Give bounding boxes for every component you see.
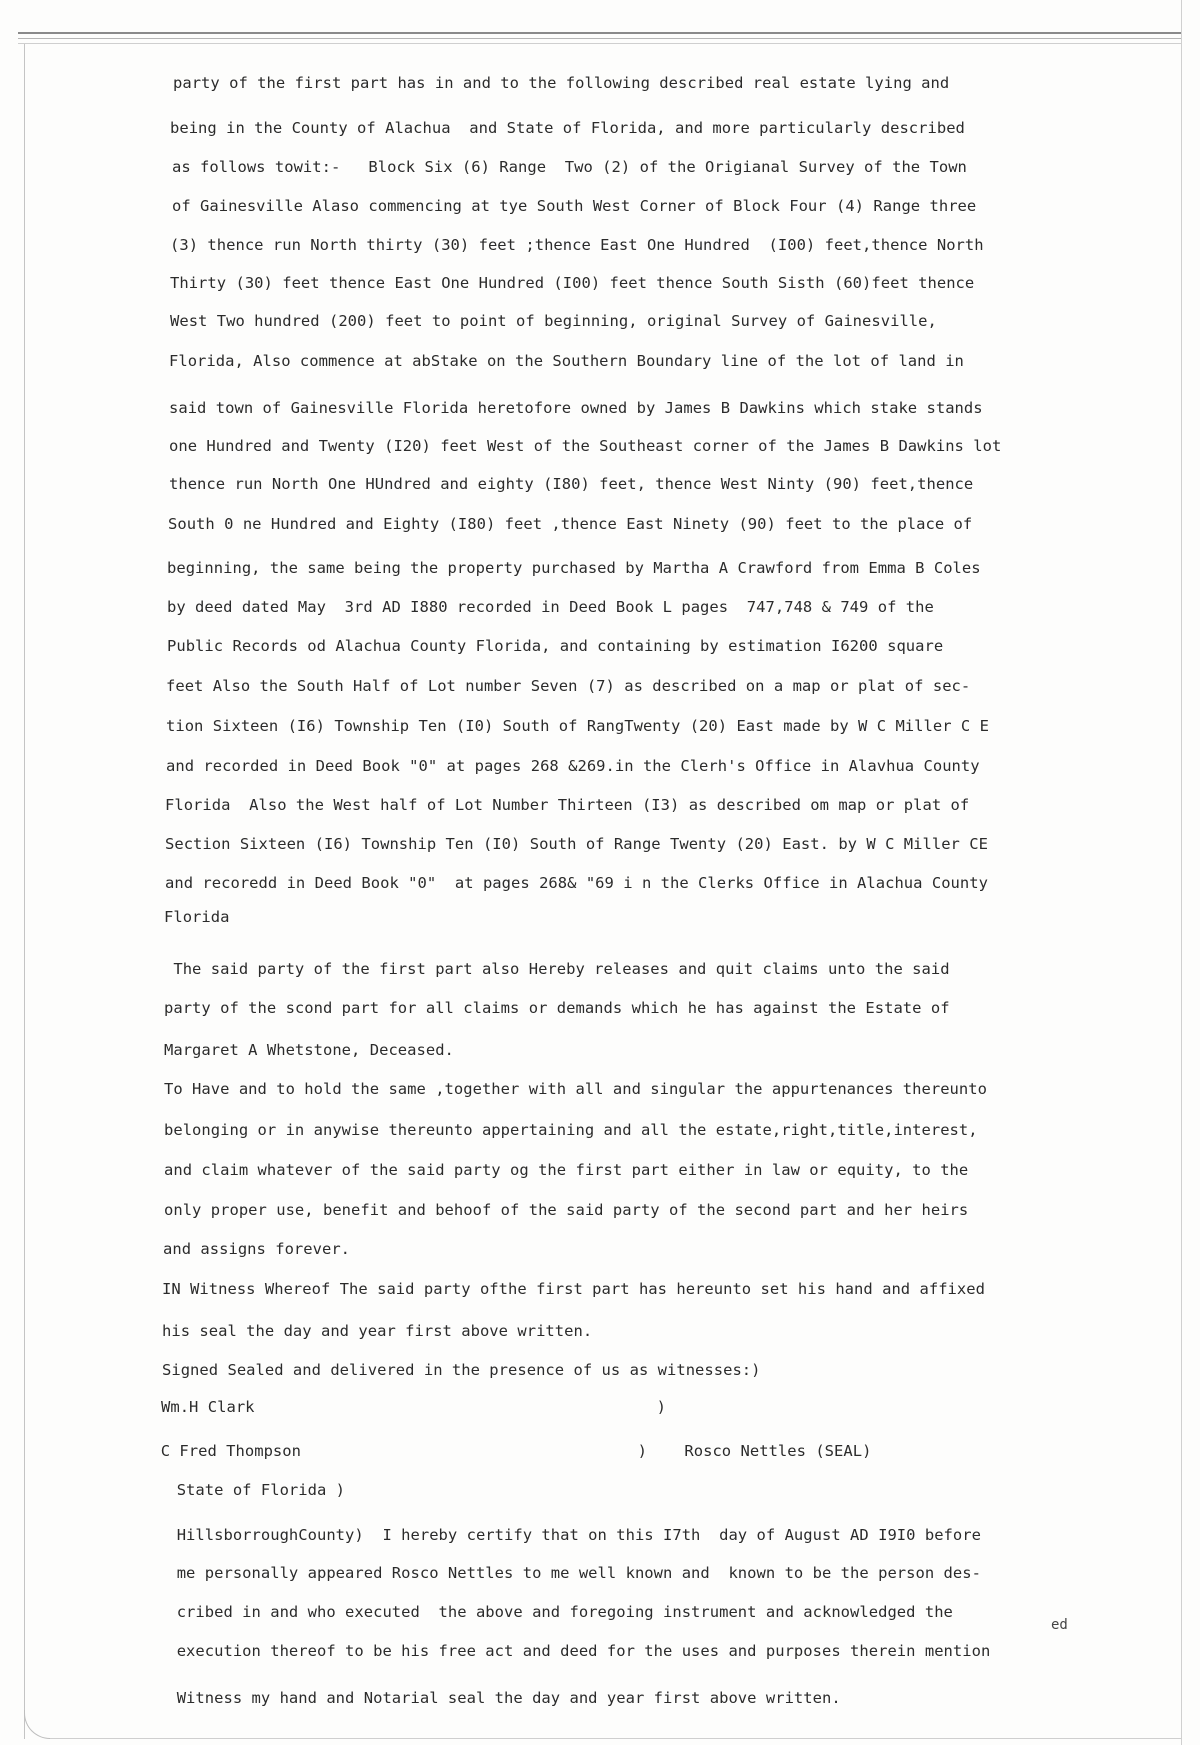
text-line: Florida, Also commence at abStake on the Southern Boundary line of the lot of land in xyxy=(169,352,964,370)
text-line: Section Sixteen (I6) Township Ten (I0) South of Range Twenty (20) East. by W C Miller CE xyxy=(165,835,988,853)
text-line: said town of Gainesville Florida heretofore owned by James B Dawkins which stake stands xyxy=(169,399,983,417)
text-line: party of the first part has in and to the following described real estate lying and xyxy=(173,74,950,92)
text-line: State of Florida ) xyxy=(158,1481,346,1499)
top-border-rule xyxy=(18,32,1182,34)
witness-signature-line: Wm.H Clark ) xyxy=(161,1398,666,1416)
text-line: To Have and to hold the same ,together with all and singular the appurtenances thereunto xyxy=(164,1080,987,1098)
text-line: South 0 ne Hundred and Eighty (I80) feet ,thence East Ninety (90) feet to the place of xyxy=(168,515,973,533)
text-line: tion Sixteen (I6) Township Ten (I0) South of RangTwenty (20) East made by W C Miller C E xyxy=(166,717,989,735)
interlineation-note: ed xyxy=(1051,1617,1068,1633)
text-line: Margaret A Whetstone, Deceased. xyxy=(164,1041,454,1059)
text-line: HillsborroughCounty) I hereby certify that on this I7th day of August AD I9I0 before xyxy=(158,1526,981,1544)
left-page-edge xyxy=(24,44,25,1739)
bottom-page-edge xyxy=(50,1738,1182,1739)
text-line: The said party of the first part also Hereby releases and quit claims unto the said xyxy=(164,960,950,978)
text-line: as follows towit:- Block Six (6) Range Two (2) of the Origianal Survey of the Town xyxy=(172,158,967,176)
text-line: feet Also the South Half of Lot number Seven (7) as described on a map or plat of sec- xyxy=(166,677,971,695)
right-page-edge xyxy=(1181,0,1182,1745)
top-border-rule-tertiary xyxy=(18,43,1182,44)
text-line: his seal the day and year first above written. xyxy=(162,1322,593,1340)
text-line: me personally appeared Rosco Nettles to me well known and known to be the person des- xyxy=(158,1564,981,1582)
text-line: by deed dated May 3rd AD I880 recorded in Deed Book L pages 747,748 & 749 of the xyxy=(167,598,934,616)
text-line: West Two hundred (200) feet to point of beginning, original Survey of Gainesville, xyxy=(170,312,937,330)
text-line: beginning, the same being the property purchased by Martha A Crawford from Emma B Coles xyxy=(167,559,981,577)
page-corner xyxy=(24,1710,53,1739)
text-line: and assigns forever. xyxy=(163,1240,351,1258)
text-line: and claim whatever of the said party og the first part either in law or equity, to the xyxy=(164,1161,969,1179)
top-border-rule-secondary xyxy=(18,38,1182,39)
text-line: Witness my hand and Notarial seal the day and year first above written. xyxy=(158,1689,841,1707)
text-line: only proper use, benefit and behoof of the said party of the second part and her heirs xyxy=(164,1201,969,1219)
text-line: IN Witness Whereof The said party ofthe first part has hereunto set his hand and affixed xyxy=(162,1280,985,1298)
text-line: thence run North One HUndred and eighty (I80) feet, thence West Ninty (90) feet,thence xyxy=(169,475,974,493)
witness-signature-line: C Fred Thompson ) Rosco Nettles (SEAL) xyxy=(142,1442,872,1460)
text-line: being in the County of Alachua and State of Florida, and more particularly described xyxy=(170,119,965,137)
text-line: cribed in and who executed the above and foregoing instrument and acknowledged the xyxy=(158,1603,953,1621)
text-line: and recorded in Deed Book "0" at pages 268 &269.in the Clerh's Office in Alavhua County xyxy=(166,757,980,775)
text-line: belonging or in anywise thereunto appertaining and all the estate,right,title,interest, xyxy=(164,1121,978,1139)
text-line: Florida xyxy=(164,908,230,926)
text-line: of Gainesville Alaso commencing at tye South West Corner of Block Four (4) Range three xyxy=(172,197,977,215)
text-line: one Hundred and Twenty (I20) feet West of the Southeast corner of the James B Dawkins lot xyxy=(169,437,1002,455)
text-line: and recoredd in Deed Book "0" at pages 268& "69 i n the Clerks Office in Alachua County xyxy=(165,874,988,892)
text-line: Public Records od Alachua County Florida, and containing by estimation I6200 square xyxy=(167,637,944,655)
text-line: party of the scond part for all claims or demands which he has against the Estate of xyxy=(164,999,950,1017)
text-line: Florida Also the West half of Lot Number Thirteen (I3) as described om map or plat of xyxy=(165,796,970,814)
text-line: Signed Sealed and delivered in the presence of us as witnesses:) xyxy=(162,1361,761,1379)
text-line: Thirty (30) feet thence East One Hundred (I00) feet thence South Sisth (60)feet thence xyxy=(170,274,975,292)
text-line: (3) thence run North thirty (30) feet ;thence East One Hundred (I00) feet,thence North xyxy=(170,236,984,254)
text-line: execution thereof to be his free act and deed for the uses and purposes therein mention xyxy=(158,1642,991,1660)
